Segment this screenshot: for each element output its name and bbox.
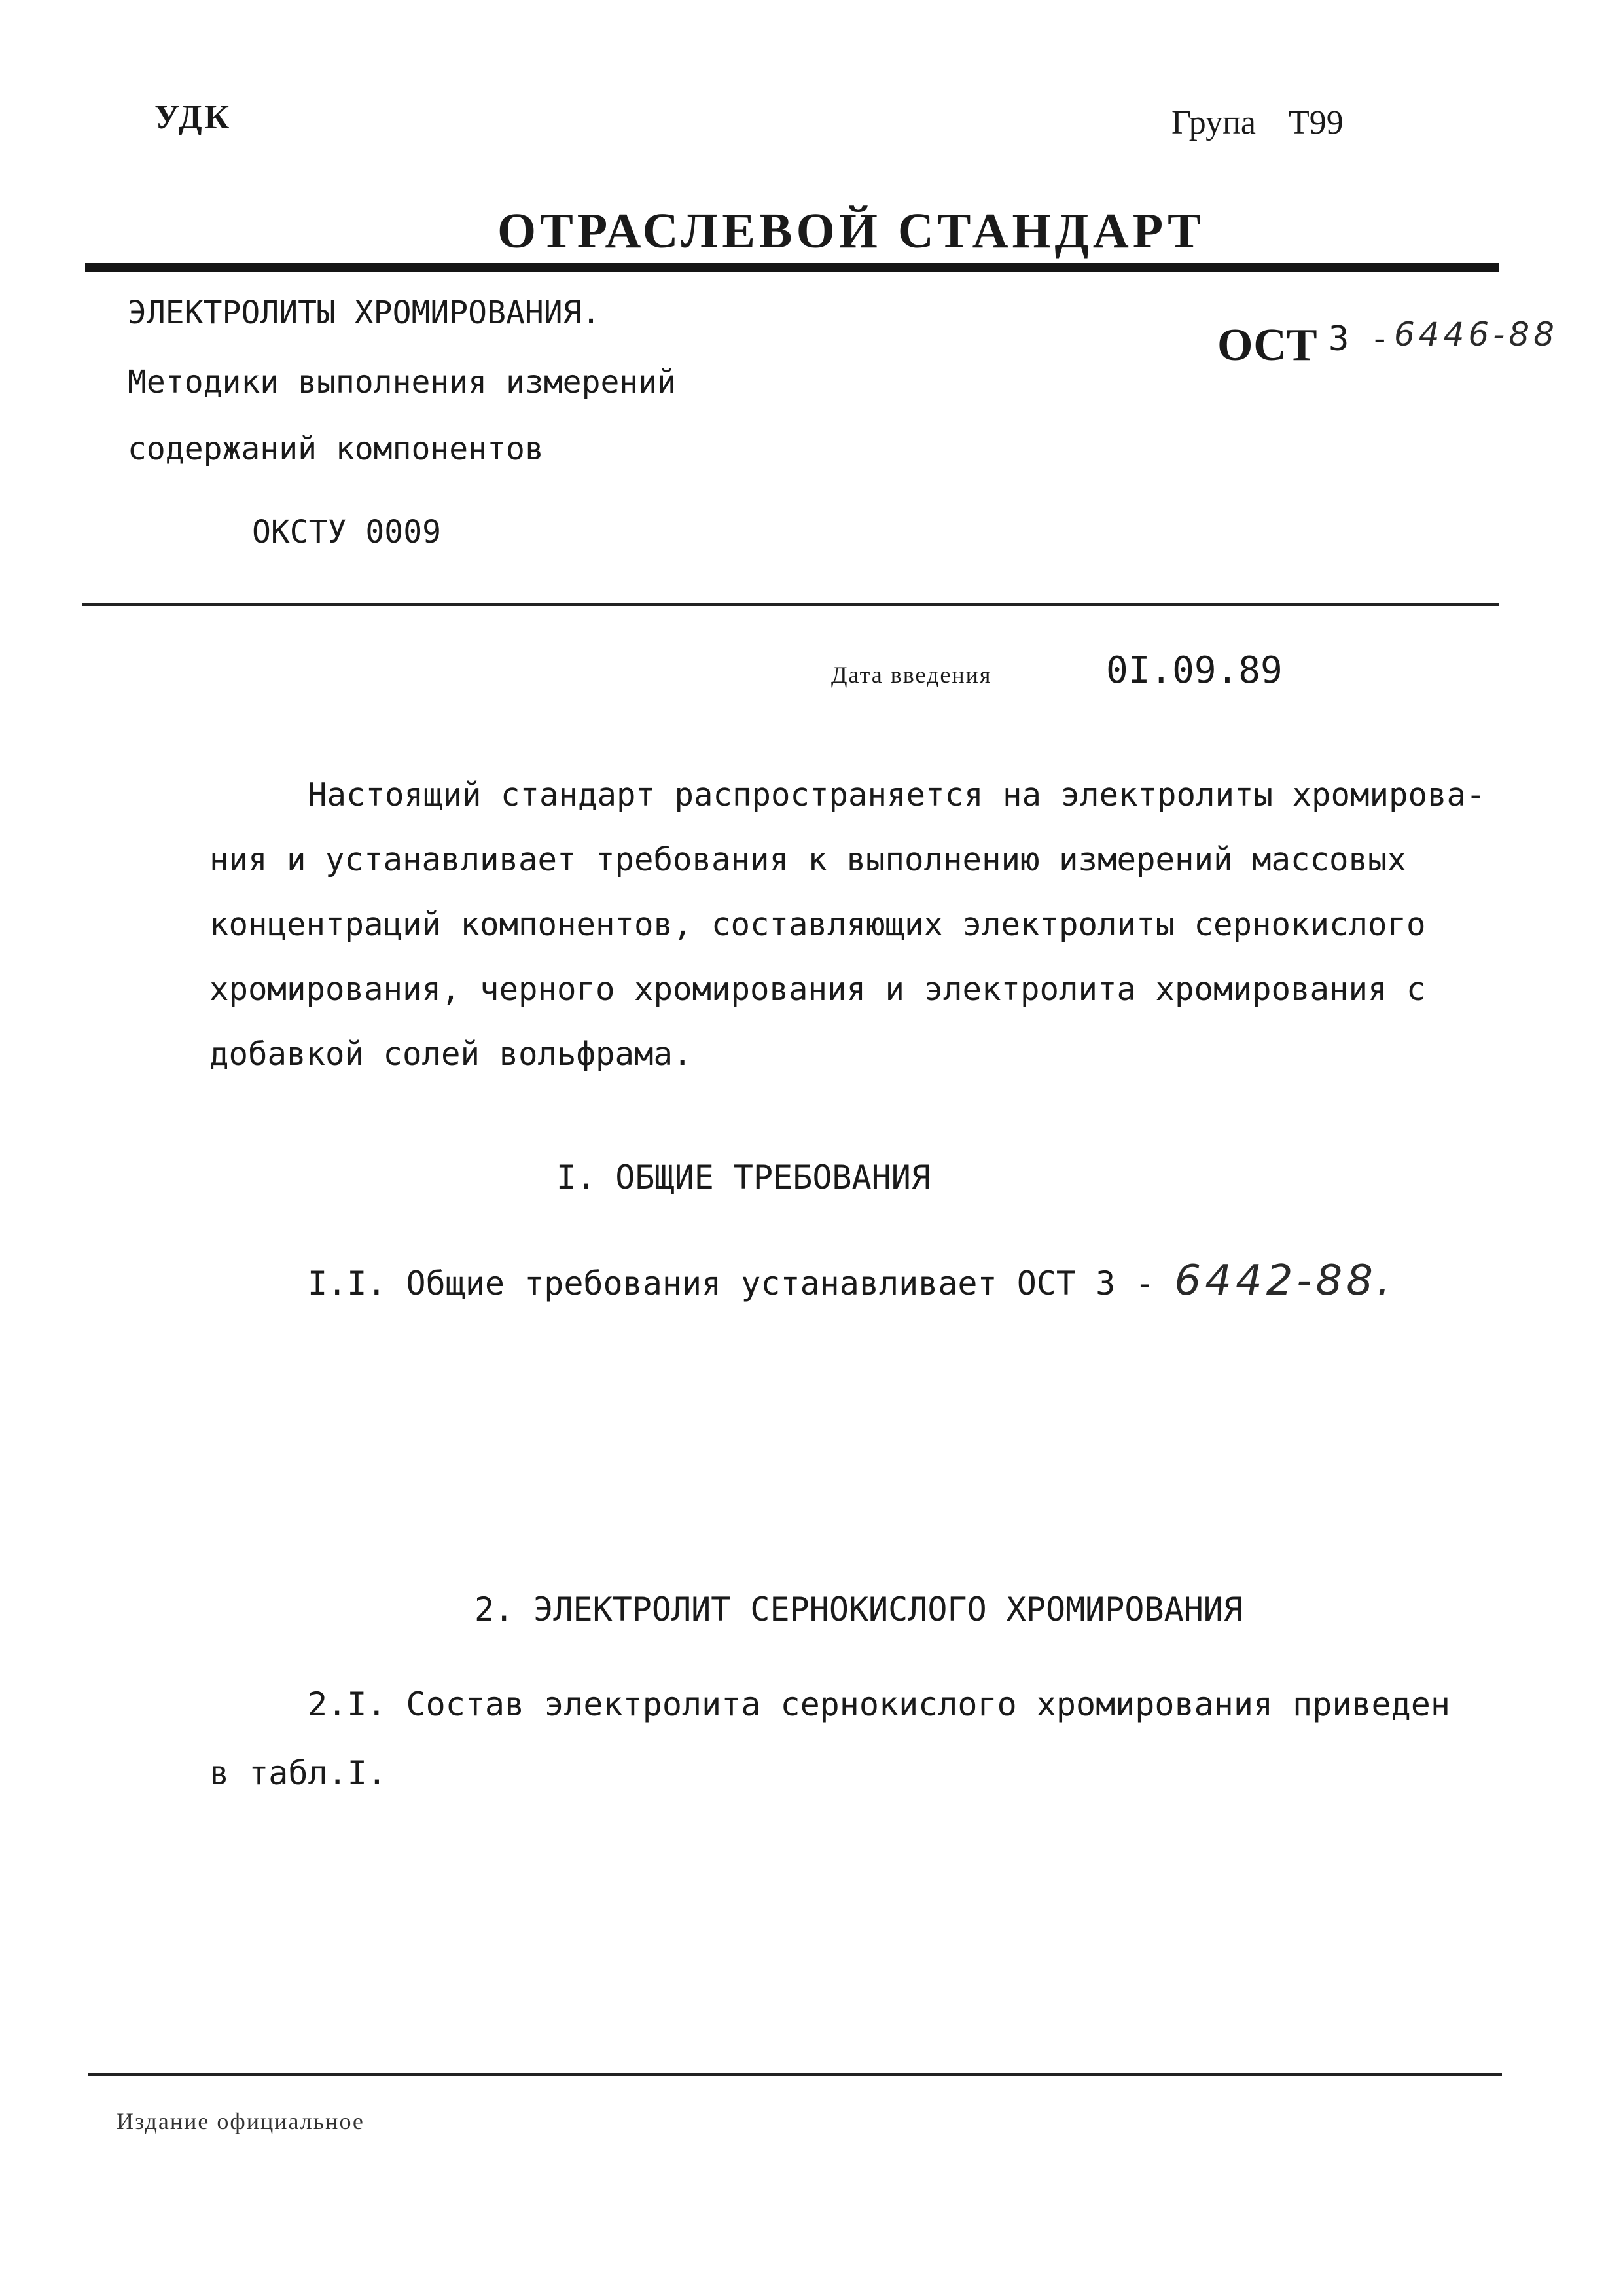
- section-2-paragraph-line-2: в табл.I.: [209, 1754, 387, 1792]
- udk-label: УДК: [154, 99, 232, 136]
- intro-line: добавкой солей вольфрама.: [209, 1035, 692, 1073]
- group-label: [1171, 103, 1344, 142]
- intro-line: ния и устанавливает требования к выполнению измерений массовых: [209, 841, 1407, 878]
- date-label: Дата введения: [831, 662, 992, 688]
- oksty-code: ОКСТУ 0009: [252, 514, 441, 550]
- header-divider: [85, 263, 1499, 272]
- intro-line: Настоящий стандарт распространяется на электролиты хромирова-: [308, 776, 1486, 814]
- section-2-paragraph-line-1: 2.I. Состав электролита сернокислого хромирования приведен: [308, 1685, 1450, 1723]
- intro-line: хромирования, черного хромирования и электролита хромирования с: [209, 971, 1426, 1008]
- group-label-text: Група: [1171, 104, 1257, 141]
- title-line-2: Методики выполнения измерений: [128, 364, 677, 401]
- title-divider: [82, 603, 1499, 606]
- section-1-heading: I. ОБЩИЕ ТРЕБОВАНИЯ: [556, 1158, 931, 1196]
- section-1-paragraph-handwritten: 6442-88.: [1174, 1257, 1395, 1305]
- ost-number-printed: 3 -: [1329, 319, 1390, 359]
- footer-divider: [88, 2073, 1502, 2076]
- date-value: 0I.09.89: [1106, 649, 1283, 692]
- title-line-1: ЭЛЕКТРОЛИТЫ ХРОМИРОВАНИЯ.: [128, 295, 601, 331]
- edition-note: Издание официальное: [116, 2108, 365, 2134]
- ost-number-handwritten: 6446-88: [1394, 315, 1558, 353]
- intro-line: концентраций компонентов, составляющих электролиты сернокислого: [209, 906, 1426, 943]
- section-1-paragraph-printed: I.I. Общие требования устанавливает ОСТ 3 -: [308, 1265, 1155, 1302]
- standard-type-title: ОТРАСЛЕВОЙ СТАНДАРТ: [497, 204, 1205, 259]
- intro-paragraph: [209, 762, 1551, 1086]
- ost-label: ОСТ: [1217, 320, 1317, 370]
- section-2-heading: 2. ЭЛЕКТРОЛИТ СЕРНОКИСЛОГО ХРОМИРОВАНИЯ: [474, 1590, 1243, 1628]
- section-1-paragraph: [308, 1257, 1394, 1305]
- group-code: Т99: [1289, 104, 1344, 141]
- title-line-3: содержаний компонентов: [128, 431, 544, 467]
